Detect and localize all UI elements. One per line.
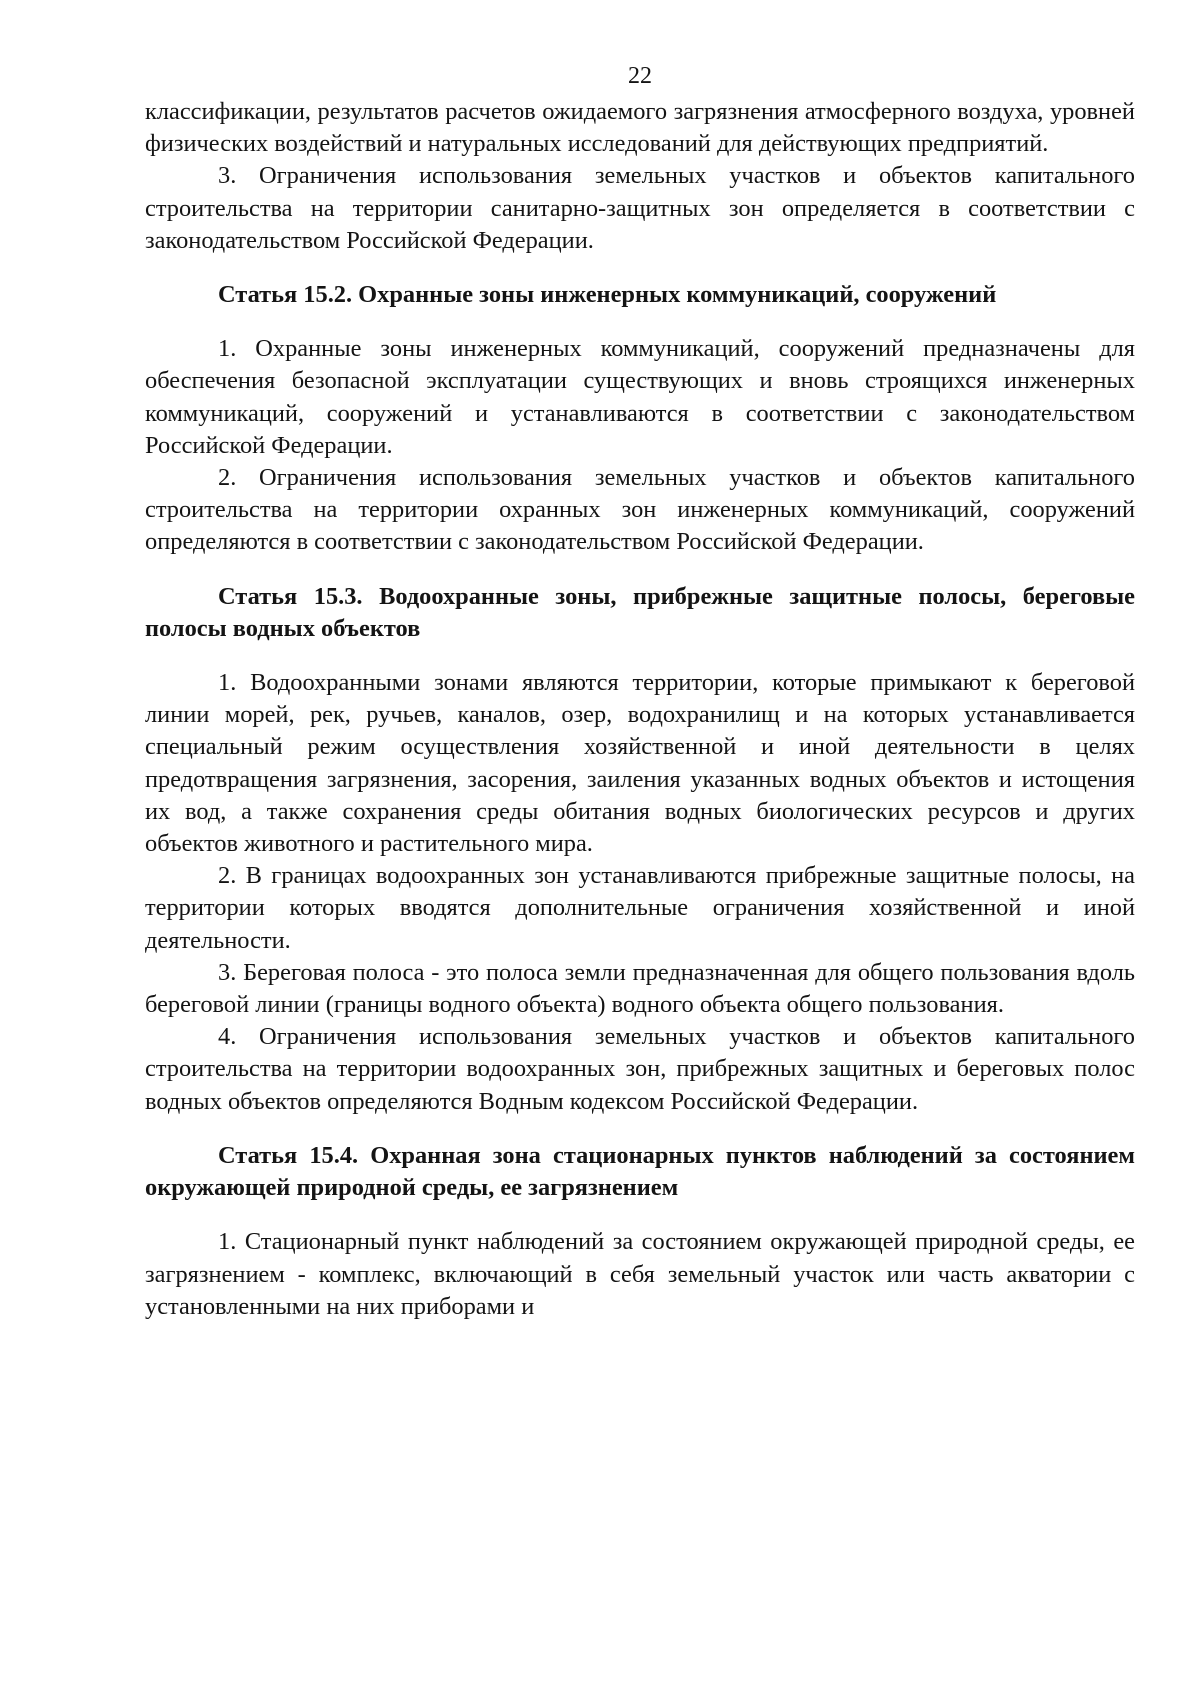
article-15-4-item-1: 1. Стационарный пункт наблюдений за состоянием окружающей природной среды, ее загрязнением - комплекс, включающий в себя земельный участок или часть акватории с установленными на них приборами и (145, 1228, 1135, 1320)
page-number: 22 (628, 63, 652, 89)
paragraph-continuation: классификации, результатов расчетов ожидаемого загрязнения атмосферного воздуха, уровней физических воздействий и натуральных исследований для действующих предприятий. (145, 98, 1135, 158)
document-page (145, 62, 1135, 1323)
article-15-4-heading: Статья 15.4. Охранная зона стационарных пунктов наблюдений за состоянием окружающей природной среды, ее загрязнением (145, 1141, 1135, 1202)
article-15-3-item-4: 4. Ограничения использования земельных участков и объектов капитального строительства на территории водоохранных зон, прибрежных защитных и береговых полос водных объектов определяются Водным кодексом Российской Федерации. (145, 1023, 1135, 1115)
article-15-3-item-2: 2. В границах водоохранных зон устанавливаются прибрежные защитные полосы, на территории которых вводятся дополнительные ограничения хозяйственной и иной деятельности. (145, 862, 1135, 954)
paragraph-item-3: 3. Ограничения использования земельных участков и объектов капитального строительства на территории санитарно-защитных зон определяется в соответствии с законодательством Российской Федерации. (145, 162, 1135, 254)
article-15-2-heading: Статья 15.2. Охранные зоны инженерных коммуникаций, сооружений (218, 281, 997, 309)
article-15-2-item-1: 1. Охранные зоны инженерных коммуникаций, сооружений предназначены для обеспечения безопасной эксплуатации существующих и вновь строящихся инженерных коммуникаций, сооружений и устанавливаются в соответствии с законодательством Российской Федерации. (145, 335, 1135, 459)
article-15-3-item-3: 3. Береговая полоса - это полоса земли предназначенная для общего пользования вдоль береговой линии (границы водного объекта) водного объекта общего пользования. (145, 958, 1135, 1019)
article-15-3-heading: Статья 15.3. Водоохранные зоны, прибрежные защитные полосы, береговые полосы водных объектов (145, 582, 1135, 642)
article-15-2-item-2: 2. Ограничения использования земельных участков и объектов капитального строительства на территории охранных зон инженерных коммуникаций, сооружений определяются в соответствии с законодательством Российской Федерации. (145, 464, 1135, 556)
article-15-3-item-1: 1. Водоохранными зонами являются территории, которые примыкают к береговой линии морей, рек, ручьев, каналов, озер, водохранилищ и на которых устанавливается специальный режим осуществления хозяйственной и иной деятельности в целях предотвращения загрязнения, засорения, заиления указанных водных объектов и истощения их вод, а также сохранения среды обитания водных биологических ресурсов и других объектов животного и растительного мира. (145, 669, 1135, 858)
